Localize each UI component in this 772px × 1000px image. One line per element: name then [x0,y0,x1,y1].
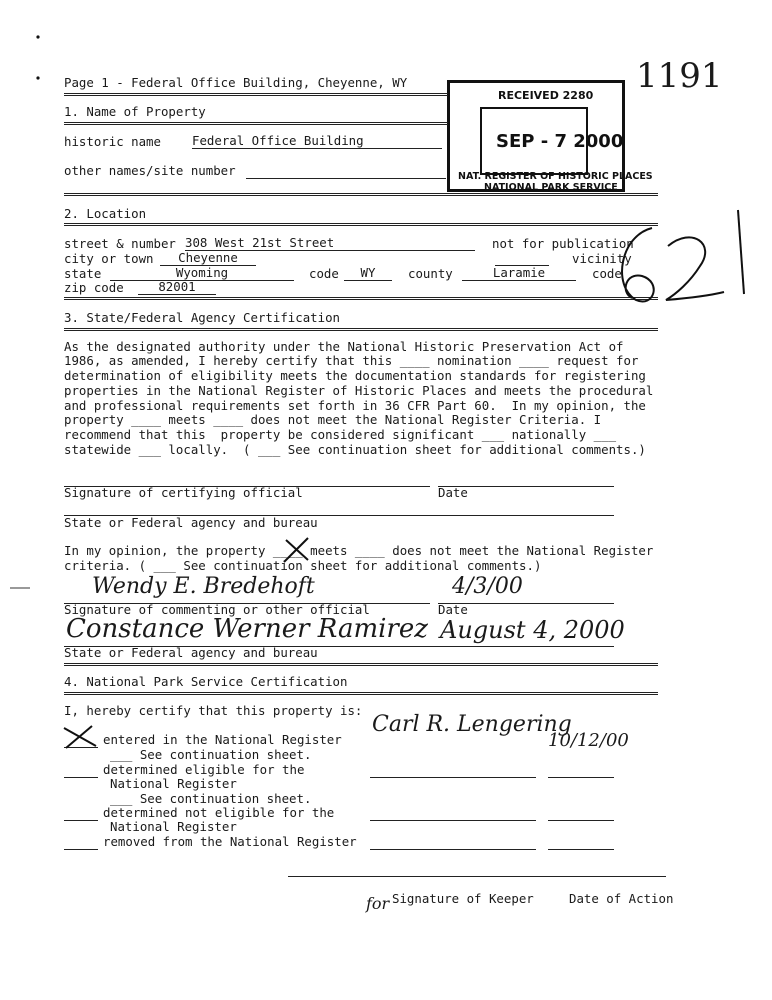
margin-number-one [738,210,744,294]
scan-speck [36,76,39,79]
certifying-signature-label: Signature of certifying official [64,485,303,500]
nps-intro: I, hereby certify that this property is: [64,703,363,718]
opinion-text-line: In my opinion, the property ____ meets ____ does not meet the National Register [64,543,654,558]
margin-number-two [666,237,724,300]
stamp-received: RECEIVED 2280 [498,89,594,102]
meets-checkmark [284,538,308,562]
entered-checkmark [64,726,96,748]
section4-heading: 4. National Park Service Certification [64,674,348,689]
other-names-label: other names/site number [64,163,236,178]
agency-signature: Constance Werner Ramirez [66,614,428,644]
not-eligible-label-continued: National Register [110,819,237,834]
certification-text-line: As the designated authority under the National Historic Preservation Act of [64,339,624,354]
certification-text-line: 1986, as amended, I hereby certify that this ____ nomination ____ request for [64,353,639,368]
removed-label: removed from the National Register [103,834,357,849]
date-of-action-label: Date of Action [569,891,674,906]
section1-heading: 1. Name of Property [64,104,206,119]
commenting-date: 4/3/00 [452,574,523,599]
state-label: state [64,266,102,281]
commenting-date-label: Date [438,602,468,617]
state-field: Wyoming [110,266,294,281]
certification-text-line: statewide ___ locally. ( ___ See continuation sheet for additional comments.) [64,442,646,457]
section3-heading: 3. State/Federal Agency Certification [64,310,341,325]
stamp-line2: NATIONAL PARK SERVICE [484,182,618,193]
certification-text-line: property ____ meets ____ does not meet the National Register Criteria. I [64,412,602,427]
entered-see-continuation: ___ See continuation sheet. [110,747,312,762]
eligible-label: determined eligible for the [103,762,305,777]
vicinity-label: vicinity [572,251,632,266]
street-field: 308 West 21st Street [185,236,475,251]
historic-name-field: Federal Office Building [192,134,442,149]
historic-name-label: historic name [64,134,161,149]
certifying-date-label: Date [438,485,468,500]
street-label: street & number [64,236,176,251]
not-for-publication-label: not for publication [492,236,634,251]
opinion-text-line: criteria. ( ___ See continuation sheet for additional comments.) [64,558,542,573]
keeper-signature-label: Signature of Keeper [392,891,534,906]
agency-date: August 4, 2000 [440,616,625,644]
zip-label: zip code [64,280,124,295]
stamp-line1: NAT. REGISTER OF HISTORIC PLACES [458,171,653,182]
zip-field: 82001 [138,280,216,295]
stamp-date: SEP - 7 2000 [496,131,624,152]
certification-text-line: determination of eligibility meets the documentation standards for registering [64,368,646,383]
certifying-agency-label: State or Federal agency and bureau [64,515,318,530]
section2-heading: 2. Location [64,206,147,221]
city-label: city or town [64,251,154,266]
certification-text-line: recommend that this property be considered significant ___ nationally ___ [64,427,617,442]
certification-text-line: and professional requirements set forth in 36 CFR Part 60. In my opinion, the [64,398,646,413]
entered-label: entered in the National Register [103,732,342,747]
county-code-label: code [592,266,622,281]
not-eligible-label: determined not eligible for the [103,805,335,820]
for-mark: for [366,894,390,913]
county-field: Laramie [462,266,576,281]
certification-text-line: properties in the National Register of Historic Places and meets the procedural [64,383,654,398]
keeper-date-handwritten: 10/12/00 [548,730,629,751]
eligible-label-continued: National Register [110,776,237,791]
eligible-see-continuation: ___ See continuation sheet. [110,791,312,806]
commenting-signature-label: Signature of commenting or other official [64,602,370,617]
city-field: Cheyenne [160,251,256,266]
handwritten-page-number: 1191 [636,56,723,96]
county-label: county [408,266,453,281]
commenting-signature: Wendy E. Bredehoft [92,574,315,599]
state-code-field: WY [344,266,392,281]
state-code-label: code [309,266,339,281]
keeper-signature-handwritten: Carl R. Lengering [372,712,572,737]
page-title: Page 1 - Federal Office Building, Cheyenne, WY [64,75,408,90]
margin-number-six [622,228,654,302]
scan-speck [36,35,39,38]
commenting-agency-label: State or Federal agency and bureau [64,645,318,660]
